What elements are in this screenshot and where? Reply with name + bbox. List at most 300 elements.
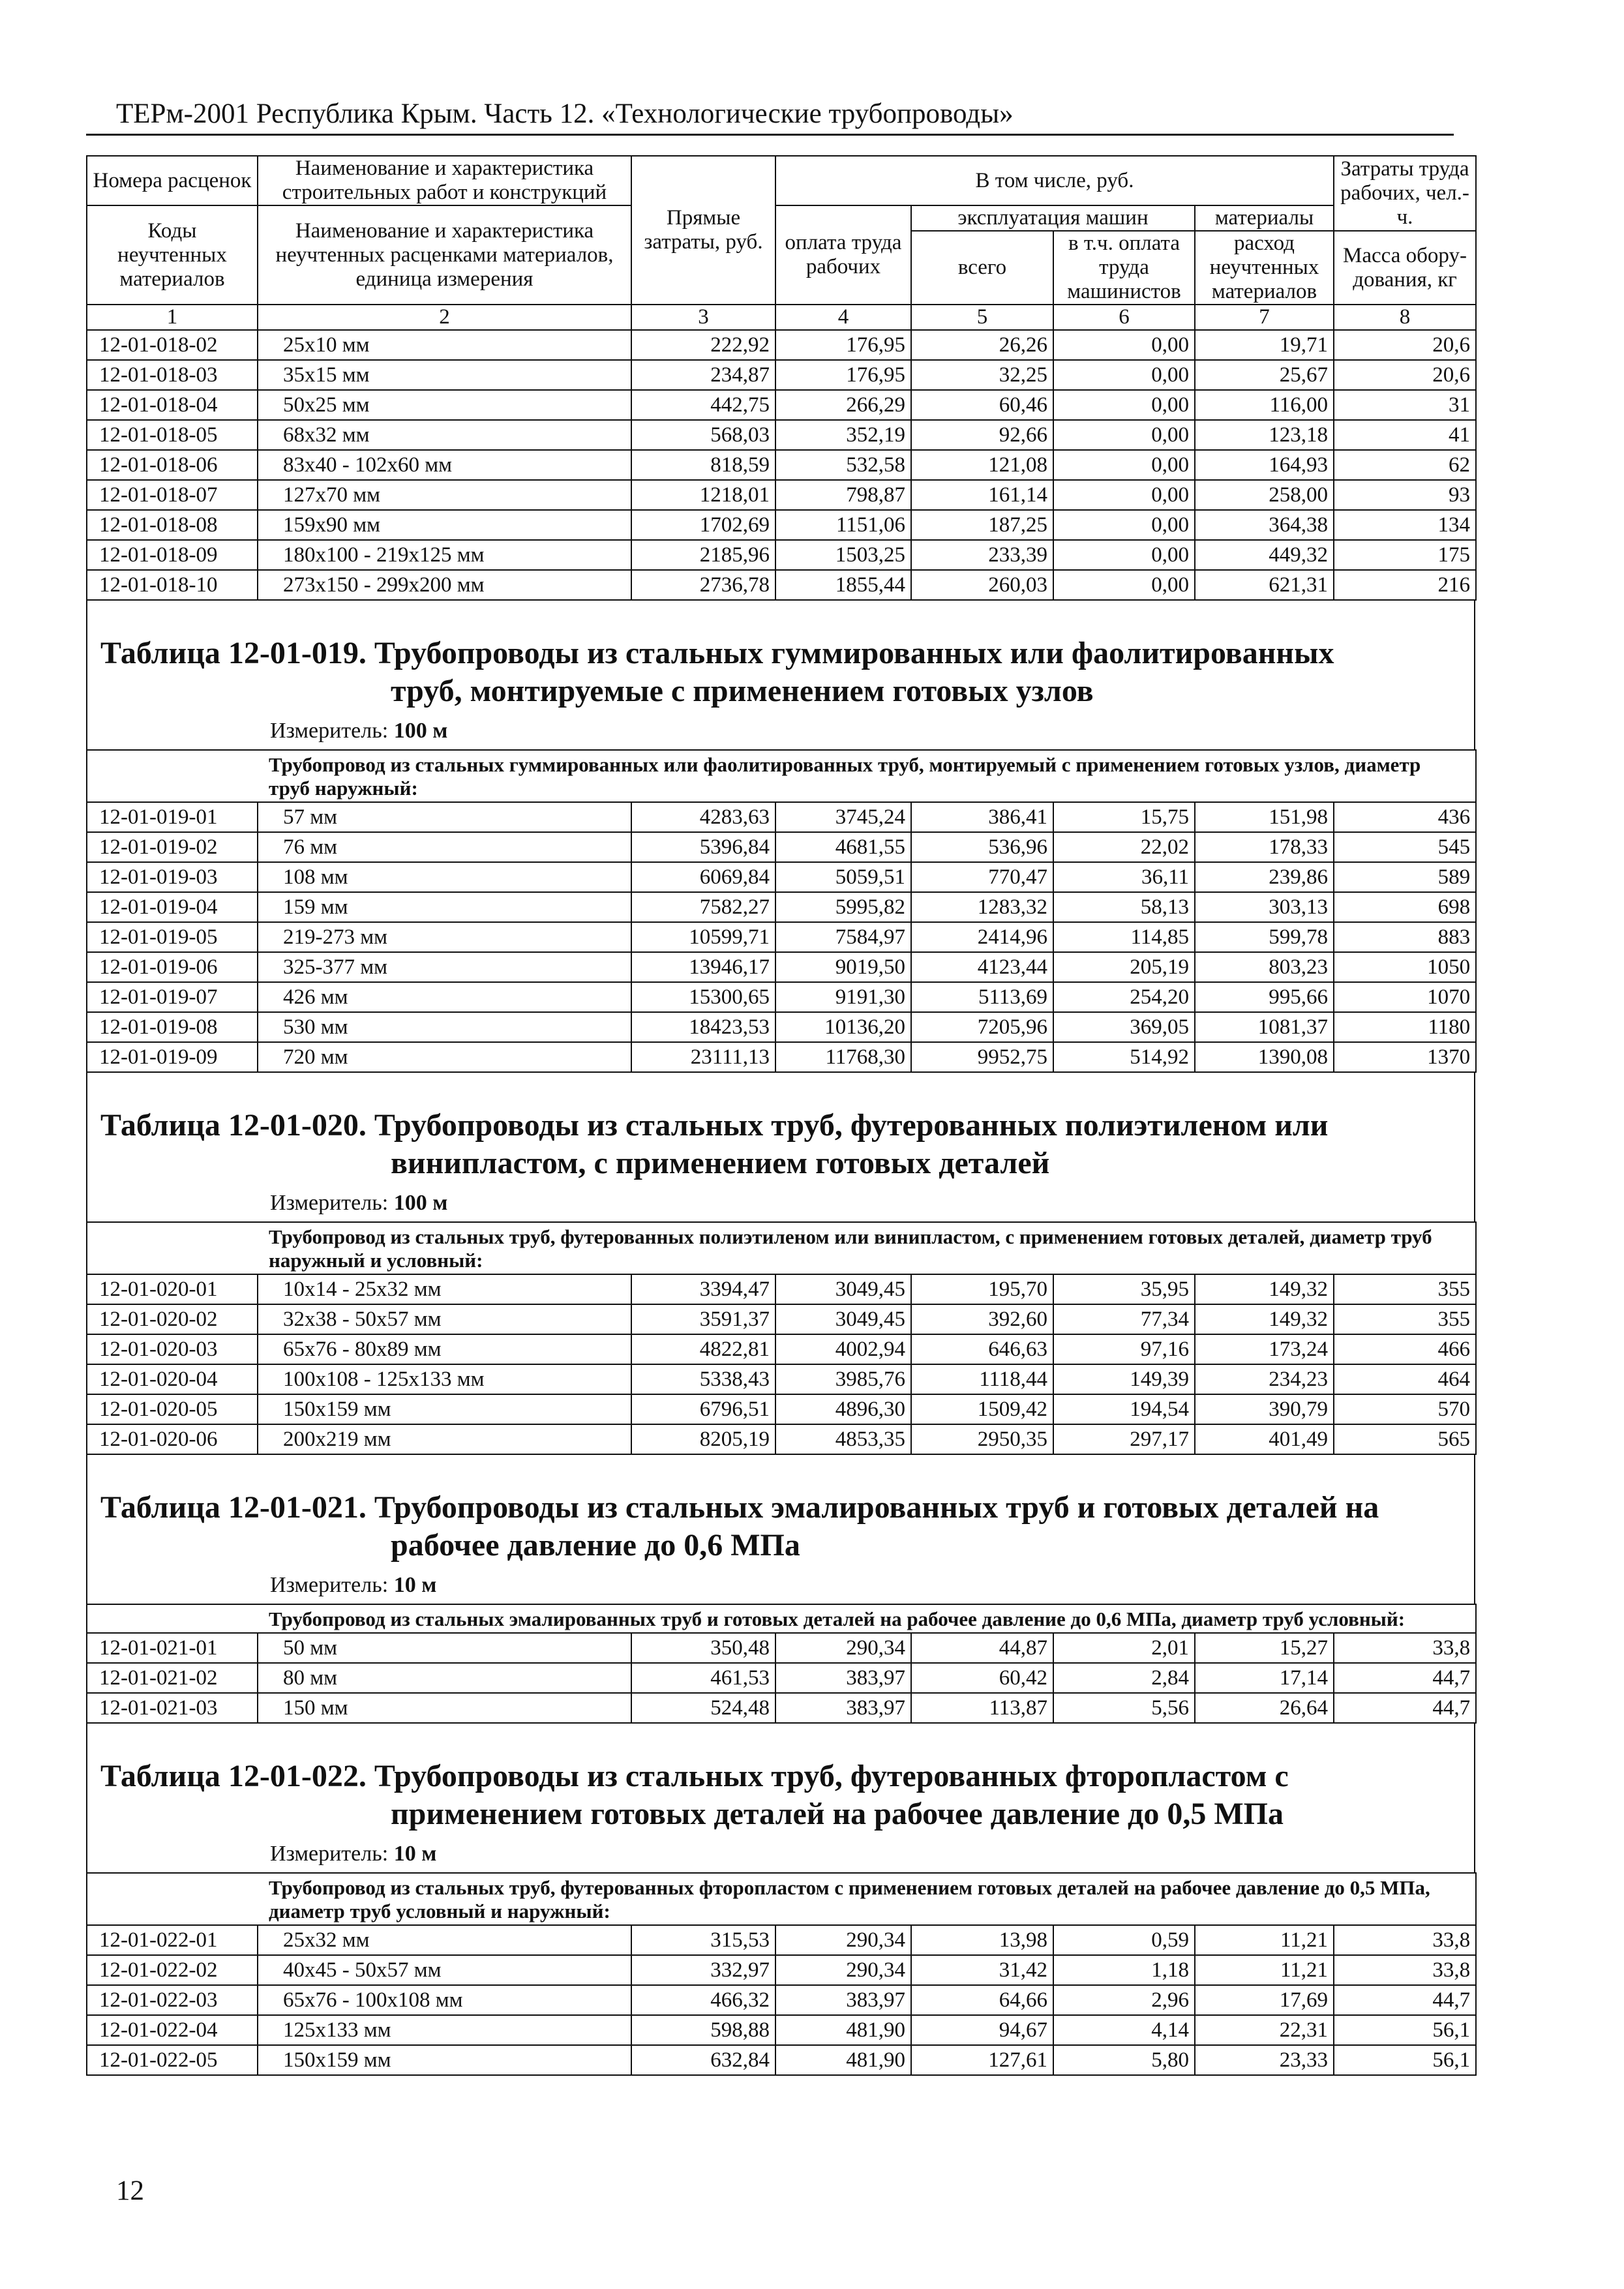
measure-unit xyxy=(87,1182,1474,1221)
item-name-cell: 200х219 мм xyxy=(258,1424,631,1454)
col-total: всего xyxy=(911,231,1053,305)
machine-cost-cell: 26,26 xyxy=(911,330,1053,360)
item-name-cell: 325-377 мм xyxy=(258,952,631,982)
rate-code-cell: 12-01-022-03 xyxy=(87,1985,258,2015)
direct-cost-cell: 350,48 xyxy=(631,1633,775,1663)
table-title-line: Таблица 12-01-021. Трубопроводы из стальных эмалированных труб и готовых деталей на xyxy=(100,1490,1379,1525)
labor-hours-cell: 62 xyxy=(1334,450,1476,480)
col-name-top: Наименование и характеристика строительных работ и конструкций xyxy=(258,156,631,205)
table-row xyxy=(87,1304,1476,1334)
labor-hours-cell: 1370 xyxy=(1334,1042,1476,1072)
measure-unit-label: Измеритель: xyxy=(270,1573,389,1597)
table-row xyxy=(87,832,1476,862)
direct-cost-cell: 8205,19 xyxy=(631,1424,775,1454)
machinist-pay-cell: 0,00 xyxy=(1053,390,1195,420)
labor-hours-cell: 44,7 xyxy=(1334,1663,1476,1693)
labor-hours-cell: 589 xyxy=(1334,862,1476,892)
rate-code-cell: 12-01-020-02 xyxy=(87,1304,258,1334)
machinist-pay-cell: 0,00 xyxy=(1053,330,1195,360)
machinist-pay-cell: 35,95 xyxy=(1053,1274,1195,1304)
col-num: 1 xyxy=(87,305,258,330)
direct-cost-cell: 568,03 xyxy=(631,420,775,450)
machinist-pay-cell: 5,80 xyxy=(1053,2045,1195,2075)
table-row xyxy=(87,862,1476,892)
col-num: 7 xyxy=(1195,305,1334,330)
materials-cell: 239,86 xyxy=(1195,862,1334,892)
labor-pay-cell: 4896,30 xyxy=(775,1394,911,1424)
machine-cost-cell: 60,42 xyxy=(911,1663,1053,1693)
rate-code-cell: 12-01-018-10 xyxy=(87,570,258,600)
machinist-pay-cell: 0,00 xyxy=(1053,450,1195,480)
col-incl-machinists: в т.ч. оплата труда машинистов xyxy=(1053,231,1195,305)
rate-code-cell: 12-01-021-01 xyxy=(87,1633,258,1663)
labor-hours-cell: 464 xyxy=(1334,1364,1476,1394)
col-num: 8 xyxy=(1334,305,1476,330)
labor-hours-cell: 33,8 xyxy=(1334,1925,1476,1955)
labor-pay-cell: 3049,45 xyxy=(775,1304,911,1334)
direct-cost-cell: 2185,96 xyxy=(631,540,775,570)
labor-pay-cell: 4681,55 xyxy=(775,832,911,862)
direct-cost-cell: 7582,27 xyxy=(631,892,775,922)
table-row xyxy=(87,1633,1476,1663)
direct-cost-cell: 598,88 xyxy=(631,2015,775,2045)
machine-cost-cell: 94,67 xyxy=(911,2015,1053,2045)
group-heading: Трубопровод из стальных труб, футерованных фторопластом с применением готовых деталей на рабочее давление до 0,5 МПа, диаметр труб условный и наружный: xyxy=(87,1873,1476,1925)
item-name-cell: 65х76 - 100х108 мм xyxy=(258,1985,631,2015)
machine-cost-cell: 2950,35 xyxy=(911,1424,1053,1454)
item-name-cell: 83х40 - 102х60 мм xyxy=(258,450,631,480)
machinist-pay-cell: 1,18 xyxy=(1053,1955,1195,1985)
rate-code-cell: 12-01-020-05 xyxy=(87,1394,258,1424)
labor-hours-cell: 545 xyxy=(1334,832,1476,862)
col-code-top: Номера расценок xyxy=(87,156,258,205)
item-name-cell: 40х45 - 50х57 мм xyxy=(258,1955,631,1985)
machine-cost-cell: 195,70 xyxy=(911,1274,1053,1304)
materials-cell: 173,24 xyxy=(1195,1334,1334,1364)
item-name-cell: 720 мм xyxy=(258,1042,631,1072)
direct-cost-cell: 3591,37 xyxy=(631,1304,775,1334)
table-row xyxy=(87,2015,1476,2045)
direct-cost-cell: 4283,63 xyxy=(631,802,775,832)
direct-cost-cell: 3394,47 xyxy=(631,1274,775,1304)
item-name-cell: 159х90 мм xyxy=(258,510,631,540)
item-name-cell: 35х15 мм xyxy=(258,360,631,390)
measure-unit-value: 10 м xyxy=(393,1842,437,1866)
machine-cost-cell: 13,98 xyxy=(911,1925,1053,1955)
labor-hours-cell: 33,8 xyxy=(1334,1633,1476,1663)
item-name-cell: 127х70 мм xyxy=(258,480,631,510)
rate-code-cell: 12-01-022-02 xyxy=(87,1955,258,1985)
labor-hours-cell: 436 xyxy=(1334,802,1476,832)
col-machines: эксплуатация машин xyxy=(911,205,1195,231)
table-section-021 xyxy=(86,1455,1475,1604)
direct-cost-cell: 1702,69 xyxy=(631,510,775,540)
labor-pay-cell: 4002,94 xyxy=(775,1334,911,1364)
rate-code-cell: 12-01-019-02 xyxy=(87,832,258,862)
rates-table-019 xyxy=(86,749,1477,1073)
direct-cost-cell: 222,92 xyxy=(631,330,775,360)
labor-pay-cell: 383,97 xyxy=(775,1693,911,1723)
machine-cost-cell: 113,87 xyxy=(911,1693,1053,1723)
item-name-cell: 219-273 мм xyxy=(258,922,631,952)
labor-pay-cell: 1855,44 xyxy=(775,570,911,600)
item-name-cell: 100х108 - 125х133 мм xyxy=(258,1364,631,1394)
materials-cell: 17,69 xyxy=(1195,1985,1334,2015)
table-row xyxy=(87,802,1476,832)
table-row xyxy=(87,1274,1476,1304)
machine-cost-cell: 60,46 xyxy=(911,390,1053,420)
labor-pay-cell: 176,95 xyxy=(775,360,911,390)
machine-cost-cell: 646,63 xyxy=(911,1334,1053,1364)
rate-code-cell: 12-01-020-04 xyxy=(87,1364,258,1394)
materials-cell: 449,32 xyxy=(1195,540,1334,570)
table-row xyxy=(87,1042,1476,1072)
direct-cost-cell: 23111,13 xyxy=(631,1042,775,1072)
table-title xyxy=(87,1455,1474,1564)
machinist-pay-cell: 2,84 xyxy=(1053,1663,1195,1693)
direct-cost-cell: 4822,81 xyxy=(631,1334,775,1364)
materials-cell: 234,23 xyxy=(1195,1364,1334,1394)
col-code-bottom: Коды неучтенных материалов xyxy=(87,205,258,305)
materials-cell: 15,27 xyxy=(1195,1633,1334,1663)
materials-cell: 17,14 xyxy=(1195,1663,1334,1693)
direct-cost-cell: 466,32 xyxy=(631,1985,775,2015)
table-title xyxy=(87,601,1474,710)
machine-cost-cell: 44,87 xyxy=(911,1633,1053,1663)
table-row xyxy=(87,570,1476,600)
materials-cell: 123,18 xyxy=(1195,420,1334,450)
labor-pay-cell: 266,29 xyxy=(775,390,911,420)
rate-code-cell: 12-01-020-01 xyxy=(87,1274,258,1304)
machinist-pay-cell: 514,92 xyxy=(1053,1042,1195,1072)
machine-cost-cell: 187,25 xyxy=(911,510,1053,540)
item-name-cell: 180х100 - 219х125 мм xyxy=(258,540,631,570)
table-row xyxy=(87,1364,1476,1394)
direct-cost-cell: 315,53 xyxy=(631,1925,775,1955)
rate-code-cell: 12-01-019-04 xyxy=(87,892,258,922)
machine-cost-cell: 161,14 xyxy=(911,480,1053,510)
labor-pay-cell: 383,97 xyxy=(775,1663,911,1693)
machine-cost-cell: 121,08 xyxy=(911,450,1053,480)
labor-pay-cell: 383,97 xyxy=(775,1985,911,2015)
item-name-cell: 10х14 - 25х32 мм xyxy=(258,1274,631,1304)
machinist-pay-cell: 0,00 xyxy=(1053,480,1195,510)
table-row xyxy=(87,480,1476,510)
rate-code-cell: 12-01-018-06 xyxy=(87,450,258,480)
col-labor-pay: оплата труда рабочих xyxy=(775,205,911,305)
labor-pay-cell: 3049,45 xyxy=(775,1274,911,1304)
page-number: 12 xyxy=(116,2176,144,2206)
labor-pay-cell: 1503,25 xyxy=(775,540,911,570)
measure-unit-label: Измеритель: xyxy=(270,1191,389,1215)
labor-pay-cell: 11768,30 xyxy=(775,1042,911,1072)
col-num: 4 xyxy=(775,305,911,330)
labor-pay-cell: 481,90 xyxy=(775,2045,911,2075)
rate-code-cell: 12-01-018-08 xyxy=(87,510,258,540)
machinist-pay-cell: 36,11 xyxy=(1053,862,1195,892)
rate-code-cell: 12-01-021-02 xyxy=(87,1663,258,1693)
machine-cost-cell: 7205,96 xyxy=(911,1012,1053,1042)
materials-cell: 621,31 xyxy=(1195,570,1334,600)
table-section-019 xyxy=(86,601,1475,749)
table-row xyxy=(87,1012,1476,1042)
item-name-cell: 80 мм xyxy=(258,1663,631,1693)
labor-pay-cell: 3985,76 xyxy=(775,1364,911,1394)
rate-code-cell: 12-01-022-01 xyxy=(87,1925,258,1955)
rate-code-cell: 12-01-018-07 xyxy=(87,480,258,510)
rate-code-cell: 12-01-018-02 xyxy=(87,330,258,360)
labor-pay-cell: 176,95 xyxy=(775,330,911,360)
machine-cost-cell: 1509,42 xyxy=(911,1394,1053,1424)
measure-unit-label: Измеритель: xyxy=(270,1842,389,1866)
labor-hours-cell: 698 xyxy=(1334,892,1476,922)
group-heading: Трубопровод из стальных гуммированных или фаолитированных труб, монтируемый с применением готовых узлов, диаметр труб наружный: xyxy=(87,750,1476,802)
machinist-pay-cell: 194,54 xyxy=(1053,1394,1195,1424)
table-title-line: рабочее давление до 0,6 МПа xyxy=(391,1528,800,1563)
table-title-line: Таблица 12-01-022. Трубопроводы из стальных труб, футерованных фторопластом с xyxy=(100,1759,1289,1793)
labor-pay-cell: 798,87 xyxy=(775,480,911,510)
item-name-cell: 125х133 мм xyxy=(258,2015,631,2045)
machine-cost-cell: 64,66 xyxy=(911,1985,1053,2015)
rate-code-cell: 12-01-020-03 xyxy=(87,1334,258,1364)
machine-cost-cell: 92,66 xyxy=(911,420,1053,450)
materials-cell: 258,00 xyxy=(1195,480,1334,510)
machinist-pay-cell: 205,19 xyxy=(1053,952,1195,982)
item-name-cell: 426 мм xyxy=(258,982,631,1012)
labor-hours-cell: 33,8 xyxy=(1334,1955,1476,1985)
machine-cost-cell: 536,96 xyxy=(911,832,1053,862)
table-title-line: Таблица 12-01-019. Трубопроводы из стальных гуммированных или фаолитированных xyxy=(100,636,1334,670)
labor-hours-cell: 20,6 xyxy=(1334,360,1476,390)
materials-cell: 11,21 xyxy=(1195,1955,1334,1985)
machinist-pay-cell: 254,20 xyxy=(1053,982,1195,1012)
direct-cost-cell: 524,48 xyxy=(631,1693,775,1723)
machine-cost-cell: 260,03 xyxy=(911,570,1053,600)
table-row xyxy=(87,1693,1476,1723)
labor-hours-cell: 56,1 xyxy=(1334,2015,1476,2045)
measure-unit-value: 100 м xyxy=(393,1191,448,1215)
materials-cell: 26,64 xyxy=(1195,1693,1334,1723)
table-row xyxy=(87,360,1476,390)
col-unaccounted: расход неучтенных материалов xyxy=(1195,231,1334,305)
direct-cost-cell: 332,97 xyxy=(631,1955,775,1985)
machinist-pay-cell: 369,05 xyxy=(1053,1012,1195,1042)
measure-unit-label: Измеритель: xyxy=(270,719,389,743)
table-row xyxy=(87,390,1476,420)
direct-cost-cell: 6069,84 xyxy=(631,862,775,892)
machinist-pay-cell: 97,16 xyxy=(1053,1334,1195,1364)
table-section-022 xyxy=(86,1724,1475,1872)
direct-cost-cell: 234,87 xyxy=(631,360,775,390)
rate-code-cell: 12-01-022-04 xyxy=(87,2015,258,2045)
machinist-pay-cell: 5,56 xyxy=(1053,1693,1195,1723)
measure-unit xyxy=(87,710,1474,749)
item-name-cell: 108 мм xyxy=(258,862,631,892)
machinist-pay-cell: 0,59 xyxy=(1053,1925,1195,1955)
item-name-cell: 68х32 мм xyxy=(258,420,631,450)
table-title-line: винипластом, с применением готовых деталей xyxy=(391,1146,1050,1180)
direct-cost-cell: 13946,17 xyxy=(631,952,775,982)
col-labor-cost: Затраты труда рабочих, чел.-ч. xyxy=(1334,156,1476,231)
machine-cost-cell: 4123,44 xyxy=(911,952,1053,982)
machine-cost-cell: 5113,69 xyxy=(911,982,1053,1012)
rate-code-cell: 12-01-022-05 xyxy=(87,2045,258,2075)
machinist-pay-cell: 0,00 xyxy=(1053,540,1195,570)
item-name-cell: 32х38 - 50х57 мм xyxy=(258,1304,631,1334)
labor-pay-cell: 10136,20 xyxy=(775,1012,911,1042)
materials-cell: 22,31 xyxy=(1195,2015,1334,2045)
labor-pay-cell: 3745,24 xyxy=(775,802,911,832)
machinist-pay-cell: 0,00 xyxy=(1053,420,1195,450)
materials-cell: 25,67 xyxy=(1195,360,1334,390)
group-heading: Трубопровод из стальных труб, футерованных полиэтиленом или винипластом, с применением готовых деталей, диаметр труб наружный и условный: xyxy=(87,1222,1476,1274)
machinist-pay-cell: 0,00 xyxy=(1053,570,1195,600)
direct-cost-cell: 1218,01 xyxy=(631,480,775,510)
col-num: 3 xyxy=(631,305,775,330)
measure-unit xyxy=(87,1564,1474,1604)
item-name-cell: 65х76 - 80х89 мм xyxy=(258,1334,631,1364)
rate-code-cell: 12-01-021-03 xyxy=(87,1693,258,1723)
labor-hours-cell: 1050 xyxy=(1334,952,1476,982)
labor-hours-cell: 216 xyxy=(1334,570,1476,600)
item-name-cell: 76 мм xyxy=(258,832,631,862)
running-header: ТЕРм-2001 Республика Крым. Часть 12. «Технологические трубопроводы» xyxy=(116,98,1014,129)
labor-hours-cell: 355 xyxy=(1334,1274,1476,1304)
materials-cell: 149,32 xyxy=(1195,1304,1334,1334)
labor-pay-cell: 532,58 xyxy=(775,450,911,480)
labor-hours-cell: 883 xyxy=(1334,922,1476,952)
labor-hours-cell: 1070 xyxy=(1334,982,1476,1012)
item-name-cell: 273х150 - 299х200 мм xyxy=(258,570,631,600)
table-title xyxy=(87,1724,1474,1833)
table-row xyxy=(87,952,1476,982)
machinist-pay-cell: 0,00 xyxy=(1053,360,1195,390)
machine-cost-cell: 32,25 xyxy=(911,360,1053,390)
col-direct: Прямые затраты, руб. xyxy=(631,156,775,305)
materials-cell: 1081,37 xyxy=(1195,1012,1334,1042)
direct-cost-cell: 461,53 xyxy=(631,1663,775,1693)
labor-pay-cell: 290,34 xyxy=(775,1925,911,1955)
materials-cell: 303,13 xyxy=(1195,892,1334,922)
rate-code-cell: 12-01-019-09 xyxy=(87,1042,258,1072)
table-row xyxy=(87,1394,1476,1424)
col-incl: В том числе, руб. xyxy=(775,156,1334,205)
direct-cost-cell: 18423,53 xyxy=(631,1012,775,1042)
table-row xyxy=(87,1424,1476,1454)
group-heading: Трубопровод из стальных эмалированных труб и готовых деталей на рабочее давление до 0,6 МПа, диаметр труб условный: xyxy=(87,1604,1476,1633)
machine-cost-cell: 392,60 xyxy=(911,1304,1053,1334)
item-name-cell: 57 мм xyxy=(258,802,631,832)
table-row xyxy=(87,540,1476,570)
col-mass: Масса обору-дования, кг xyxy=(1334,231,1476,305)
machinist-pay-cell: 149,39 xyxy=(1053,1364,1195,1394)
materials-cell: 1390,08 xyxy=(1195,1042,1334,1072)
direct-cost-cell: 6796,51 xyxy=(631,1394,775,1424)
rate-code-cell: 12-01-019-03 xyxy=(87,862,258,892)
machinist-pay-cell: 15,75 xyxy=(1053,802,1195,832)
materials-cell: 11,21 xyxy=(1195,1925,1334,1955)
machinist-pay-cell: 2,96 xyxy=(1053,1985,1195,2015)
rates-table-020 xyxy=(86,1221,1477,1455)
materials-cell: 164,93 xyxy=(1195,450,1334,480)
item-name-cell: 159 мм xyxy=(258,892,631,922)
direct-cost-cell: 5396,84 xyxy=(631,832,775,862)
col-name-bottom: Наименование и характеристика неучтенных расценками материалов, единица измерения xyxy=(258,205,631,305)
machinist-pay-cell: 58,13 xyxy=(1053,892,1195,922)
rate-code-cell: 12-01-019-01 xyxy=(87,802,258,832)
measure-unit-value: 100 м xyxy=(393,719,448,743)
machine-cost-cell: 1283,32 xyxy=(911,892,1053,922)
materials-cell: 116,00 xyxy=(1195,390,1334,420)
col-num: 6 xyxy=(1053,305,1195,330)
machine-cost-cell: 1118,44 xyxy=(911,1364,1053,1394)
labor-pay-cell: 5995,82 xyxy=(775,892,911,922)
rate-code-cell: 12-01-019-06 xyxy=(87,952,258,982)
labor-pay-cell: 352,19 xyxy=(775,420,911,450)
table-row xyxy=(87,510,1476,540)
materials-cell: 364,38 xyxy=(1195,510,1334,540)
table-row xyxy=(87,1955,1476,1985)
rates-table-022 xyxy=(86,1872,1477,2076)
materials-cell: 401,49 xyxy=(1195,1424,1334,1454)
labor-pay-cell: 4853,35 xyxy=(775,1424,911,1454)
table-title-line: применением готовых деталей на рабочее давление до 0,5 МПа xyxy=(391,1797,1284,1831)
machinist-pay-cell: 4,14 xyxy=(1053,2015,1195,2045)
labor-pay-cell: 9019,50 xyxy=(775,952,911,982)
table-row xyxy=(87,2045,1476,2075)
labor-hours-cell: 56,1 xyxy=(1334,2045,1476,2075)
table-row xyxy=(87,1663,1476,1693)
machine-cost-cell: 233,39 xyxy=(911,540,1053,570)
table-title-line: труб, монтируемые с применением готовых узлов xyxy=(391,674,1094,708)
table-row xyxy=(87,1925,1476,1955)
labor-hours-cell: 134 xyxy=(1334,510,1476,540)
labor-pay-cell: 9191,30 xyxy=(775,982,911,1012)
col-num: 2 xyxy=(258,305,631,330)
rate-code-cell: 12-01-018-09 xyxy=(87,540,258,570)
direct-cost-cell: 818,59 xyxy=(631,450,775,480)
materials-cell: 19,71 xyxy=(1195,330,1334,360)
rates-table-021 xyxy=(86,1604,1477,1724)
machine-cost-cell: 2414,96 xyxy=(911,922,1053,952)
machinist-pay-cell: 2,01 xyxy=(1053,1633,1195,1663)
direct-cost-cell: 2736,78 xyxy=(631,570,775,600)
materials-cell: 178,33 xyxy=(1195,832,1334,862)
materials-cell: 149,32 xyxy=(1195,1274,1334,1304)
document-body xyxy=(86,155,1475,2076)
machine-cost-cell: 386,41 xyxy=(911,802,1053,832)
machinist-pay-cell: 114,85 xyxy=(1053,922,1195,952)
machine-cost-cell: 31,42 xyxy=(911,1955,1053,1985)
item-name-cell: 530 мм xyxy=(258,1012,631,1042)
item-name-cell: 150х159 мм xyxy=(258,1394,631,1424)
direct-cost-cell: 5338,43 xyxy=(631,1364,775,1394)
labor-pay-cell: 290,34 xyxy=(775,1955,911,1985)
labor-hours-cell: 93 xyxy=(1334,480,1476,510)
col-num: 5 xyxy=(911,305,1053,330)
labor-hours-cell: 355 xyxy=(1334,1304,1476,1334)
machine-cost-cell: 770,47 xyxy=(911,862,1053,892)
direct-cost-cell: 442,75 xyxy=(631,390,775,420)
table-row xyxy=(87,892,1476,922)
labor-hours-cell: 31 xyxy=(1334,390,1476,420)
rate-code-cell: 12-01-018-05 xyxy=(87,420,258,450)
machinist-pay-cell: 297,17 xyxy=(1053,1424,1195,1454)
labor-hours-cell: 466 xyxy=(1334,1334,1476,1364)
table-title xyxy=(87,1073,1474,1182)
measure-unit-value: 10 м xyxy=(393,1573,437,1597)
table-row xyxy=(87,922,1476,952)
